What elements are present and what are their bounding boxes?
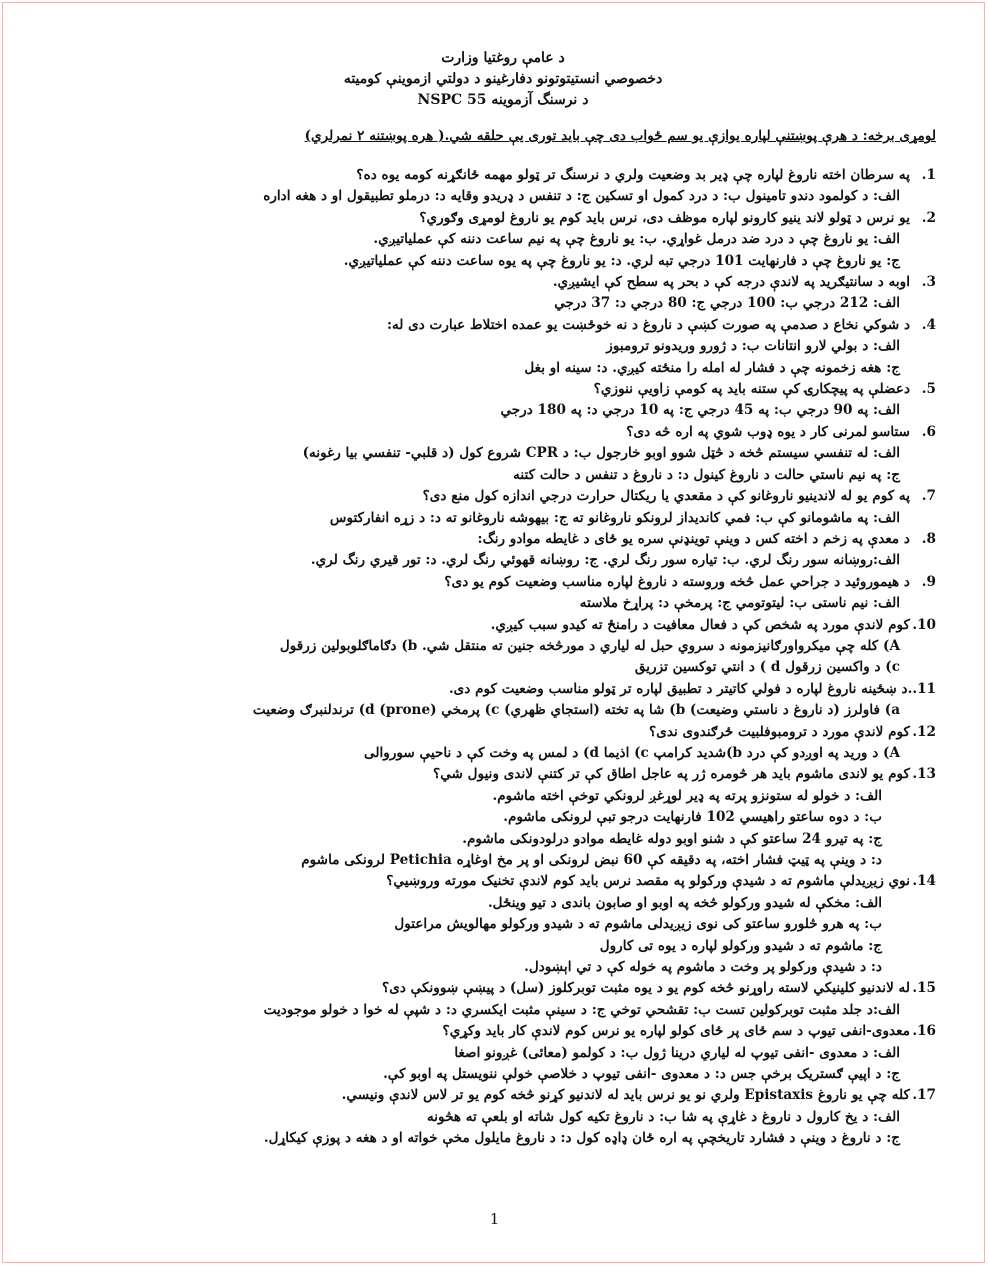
question-text: د شوکي نخاع د صدمې په صورت کښې د ناروغ د نه خوځښت يو عمده اختلاط عبارت دی له: (386, 316, 910, 333)
question-text: کوم لاندې مورد په شخص کې د فعال معافيت د رامنځ ته کيدو سبب کيږي. (490, 616, 910, 633)
answer-options[interactable]: د: د وينې په ټيټ فشار اخته، په دقيقه کې 60 نبض لرونکی او پر مخ اوغاړه Petichia لرونکی ماشوم (301, 852, 882, 868)
question-text: اوبه د سانتيګريد په لاندې درجه کې د بحر په سطح کې ايشيږي. (552, 274, 910, 291)
question-number: 4. (921, 316, 936, 333)
question-text: معدوی-انفی تيوپ د سم ځای پر ځای کولو لپاره يو نرس کوم لاندې کار بايد وکړي؟ (442, 1023, 910, 1040)
question-number: 1. (921, 167, 936, 183)
answer-options[interactable]: c) د واکسين زرقول d ) د انتي توکسين تزريق (634, 659, 900, 676)
question-text: له لاندنيو کلينيکي لاسته راوړنو څخه کوم يو د يوه مثبت توبرکلوز (سل) د پيښې ښوونکې دی؟ (382, 980, 910, 997)
question-text: کوم يو لاندی ماشوم بايد هر څومره ژر په عاجل اطاق کې تر کتنې لاندی ونيول شي؟ (433, 766, 910, 783)
question-stem (70, 272, 936, 293)
question-item (70, 422, 936, 486)
answer-options[interactable]: ج: په تيرو 24 ساعتو کې د شنو اوبو دوله غايطه موادو درلودونکی ماشوم. (462, 830, 882, 847)
question-item (70, 379, 936, 422)
question-stem (70, 764, 936, 785)
question-number: 3. (921, 274, 936, 291)
answer-options[interactable]: ج: يو ناروغ چې د فارنهايت 101 درجي تبه لري. د: يو ناروغ چې په يوه ساعت دننه کې عملياتيږي. (343, 252, 900, 269)
answer-options[interactable]: الف: 212 درجي ب: 100 درجي ج: 80 درجي د: 37 درجي (554, 295, 900, 312)
question-stem (70, 572, 936, 593)
question-number: 5. (921, 381, 936, 398)
answer-options[interactable]: A) کله چې ميکرواورګانيزمونه د سروي حبل له لياري د مورڅخه جنين ته منتقل شي. b) دګاماګلوبولين زرقول (279, 637, 900, 654)
question-item (70, 1085, 936, 1149)
question-item (70, 871, 936, 978)
answer-options[interactable]: الف: د خولو له ستونزو پرته په ډير لوړغږ لرونکي توخې اخته ماشوم. (492, 787, 882, 804)
question-number: 2. (921, 209, 936, 226)
answer-options[interactable]: ج: د اپيې ګستريک برخې جس د: د معدوی -انفی تيوپ د خلاصې خولې ننويستل په اوبو کې. (383, 1066, 900, 1083)
question-item (70, 272, 936, 315)
question-text: په کوم يو له لاندينيو ناروغانو کې د مقعدي يا ريکتال حرارت درجي اندازه کول منع دی؟ (422, 488, 910, 505)
answer-options[interactable]: الف: له تنفسي سيستم څخه د څټل شوو اوبو خارجول ب: د CPR شروع کول (د قلبي- تنفسي بيا رغونه) (302, 445, 900, 462)
question-text: کله چې يو ناروغ Epistaxis ولري نو يو نرس بايد له لاندنيو کړنو څخه کوم يو تر لاس لاندې ونيسي. (341, 1087, 910, 1104)
question-item (70, 615, 936, 679)
answer-options[interactable]: ب: د دوه ساعتو راهيسي 102 فارنهايت درجو تبې لرونکی ماشوم. (503, 809, 882, 826)
question-stem (70, 871, 936, 892)
question-item (70, 486, 936, 529)
exam-document (70, 48, 936, 1150)
answer-options[interactable]: د: د شيدې ورکولو پر وخت د ماشوم په خوله کې د تي اېښودل. (524, 959, 882, 976)
question-stem (70, 978, 936, 999)
answer-options[interactable]: الف:روښانه سور رنگ لري. ب: تياره سور رنگ لري. ج: روښانه قهوئي رنگ لري. د: تور قيري رنگ لري. (310, 552, 900, 569)
question-item (70, 764, 936, 871)
question-item (70, 1021, 936, 1085)
question-number: 6. (921, 423, 936, 440)
question-number: 15. (912, 980, 936, 997)
answer-options[interactable]: a) فاولرز (د ناروغ د ناستي وضيعت) b) شا په تخته (استجاي ظهري) c) پرمخي (prone) d) ترندلنبرګ وضعيت (252, 702, 900, 719)
question-item (70, 165, 936, 208)
committee-title: دخصوصي انستيتوتونو دفارغينو د دولتي ازموينې کوميته (343, 71, 663, 87)
answer-options[interactable]: الف:د جلد مثبت توبرکولين تست ب: تقشحي توخي ج: د سينې مثبت ايکسري د: د شپې له خوا د خولو موجوديت (263, 1001, 900, 1018)
answer-options[interactable]: ج: د ناروغ د وينې د فشارد تاريخچې په اره ځان ډاډه کول د: د ناروغ مايلول مخې خواته او د هغه د پوزې کيکاړل. (263, 1130, 900, 1147)
answer-options[interactable]: ج: ماشوم ته د شيدو ورکولو لپاره د يوه تی کارول (599, 937, 882, 954)
answer-options[interactable]: الف: په 90 درجي ب: په 45 درجي ج: په 10 درجي د: په 180 درجي (500, 402, 900, 419)
question-item (70, 572, 936, 615)
question-number: 12. (912, 723, 936, 740)
question-item (70, 315, 936, 379)
question-text: کوم لاندې مورد د ترومبوفلبيت ځرګندوی ندی؟ (649, 723, 910, 740)
question-text: د هيموروئيد د جراحي عمل څخه وروسته د ناروغ لپاره مناسب وضعيت کوم يو دی؟ (444, 573, 910, 590)
answer-options[interactable]: ج: هغه زخمونه چې د فشار له امله را منځته کيږي. د: سينه او بغل (524, 359, 900, 376)
answer-options[interactable]: ج: په نيم ناستي حالت د ناروغ کينول د: د ناروغ د تنفس د حالت کتنه (513, 466, 900, 483)
question-item (70, 978, 936, 1021)
question-stem (70, 1021, 936, 1042)
answer-options[interactable]: الف: په ماشومانو کې ب: فمي کانديداز لرونکو ناروغانو ته ج: بيهوشه ناروغانو ته د: د زړه انفارکتوس (329, 509, 900, 526)
answer-options[interactable]: الف: د معدوی -انفی تيوپ له لياري درينا ژول ب: د کولمو (معائی) غږونو اصغا (454, 1044, 900, 1061)
question-text: ستاسو لمرنی کار د يوه ډوب شوي په اره څه دی؟ (626, 423, 910, 440)
question-stem (70, 615, 936, 636)
question-number: 10. (912, 616, 936, 633)
question-number: 17. (912, 1087, 936, 1104)
document-header (70, 48, 936, 111)
answer-options[interactable]: الف: د يخ کارول د ناروغ د غاړې په شا ب: د ناروغ تکيه کول شاته او بلعې ته هڅونه (426, 1108, 900, 1125)
question-number: 11.. (907, 680, 936, 697)
question-stem (70, 1085, 936, 1106)
question-item (70, 208, 936, 272)
question-number: 9. (921, 573, 936, 590)
question-number: 8. (921, 530, 936, 547)
exam-title: د نرسنگ آزموينه NSPC 55 (417, 92, 589, 108)
question-stem (70, 379, 936, 400)
ministry-title: د عامې روغتيا وزارت (441, 50, 565, 66)
question-stem (70, 486, 936, 507)
question-text: يو نرس د ټولو لاند ينيو کارونو لپاره موظف دی، نرس بايد کوم يو ناروغ لومړی وګوري؟ (419, 209, 910, 226)
answer-options[interactable]: الف: د بولي لارو انتانات ب: د ژورو وريدونو ترومبوز (606, 338, 900, 355)
page-number: 1 (489, 1210, 500, 1228)
question-item (70, 679, 936, 722)
answer-options[interactable]: ب: په هرو څلورو ساعتو کی نوی زيږيدلی ماشوم ته د شيدو ورکولو مهالويش مراعتول (394, 916, 882, 933)
question-text: په سرطان اخته ناروغ لپاره چې ډير بد وضعيت ولري د نرسنگ تر ټولو مهمه ځانګړنه کومه يوه ده؟ (356, 167, 910, 183)
question-stem (70, 422, 936, 443)
answer-options[interactable]: الف: نيم ناستی ب: ليتوتومي ج: پرمخې د: پراړخ ملاسته (579, 595, 900, 612)
question-stem (70, 722, 936, 743)
question-item (70, 722, 936, 765)
answer-options[interactable]: A) د وريد په اوږدو کې درد b)شديد کرامپ c) اذيما d) د لمس په وخت کې د ناحيې سوروالی (364, 744, 900, 761)
question-text: نوي زيږيدلې ماشوم ته د شيدې ورکولو په مقصد نرس بايد کوم لاندې تخنيک مورته وروښيي؟ (386, 873, 910, 890)
question-stem (70, 165, 936, 186)
question-text: د ښځينه ناروغ لپاره د فولي کاتيتر د تطبيق لپاره تر ټولو مناسب وضعيت کوم دی. (448, 680, 908, 697)
answer-options[interactable]: الف: د کولمود دندو تامينول ب: د درد کمول او تسکين ج: د تنفس د ډريدو وقايه د: درملو تطبيقول او د هغه اداره (263, 188, 900, 205)
question-stem (70, 529, 936, 550)
question-number: 7. (921, 488, 936, 505)
question-stem (70, 315, 936, 336)
question-list (70, 165, 936, 1150)
question-text: د معدې په زخم د اخته کس د وينې توينډنې سره يو ځای د غايطه موادو رنگ: (477, 530, 910, 547)
question-stem (70, 679, 936, 700)
answer-options[interactable]: الف: مخکې له شيدو ورکولو څخه په اوبو او صابون باندی د تيو وينځل. (487, 894, 882, 911)
question-stem (70, 208, 936, 229)
question-number: 16. (912, 1023, 936, 1040)
question-item (70, 529, 936, 572)
answer-options[interactable]: الف: يو ناروغ چې د درد ضد درمل غواړي. ب: يو ناروغ چې په نيم ساعت دننه کې عملياتيږي. (373, 231, 900, 248)
section-instruction: لومړی برخه: د هرې پوښتنې لپاره يوازې يو سم ځواب دی چې بايد توری يې حلقه شي.( هره پوښتنه ۲ نمرلري) (304, 128, 936, 144)
question-text: دعضلې په پيچکارۍ کې ستنه بايد په کومې زاويې ننوزي؟ (593, 381, 910, 398)
question-number: 14. (912, 873, 936, 890)
question-number: 13. (912, 766, 936, 783)
